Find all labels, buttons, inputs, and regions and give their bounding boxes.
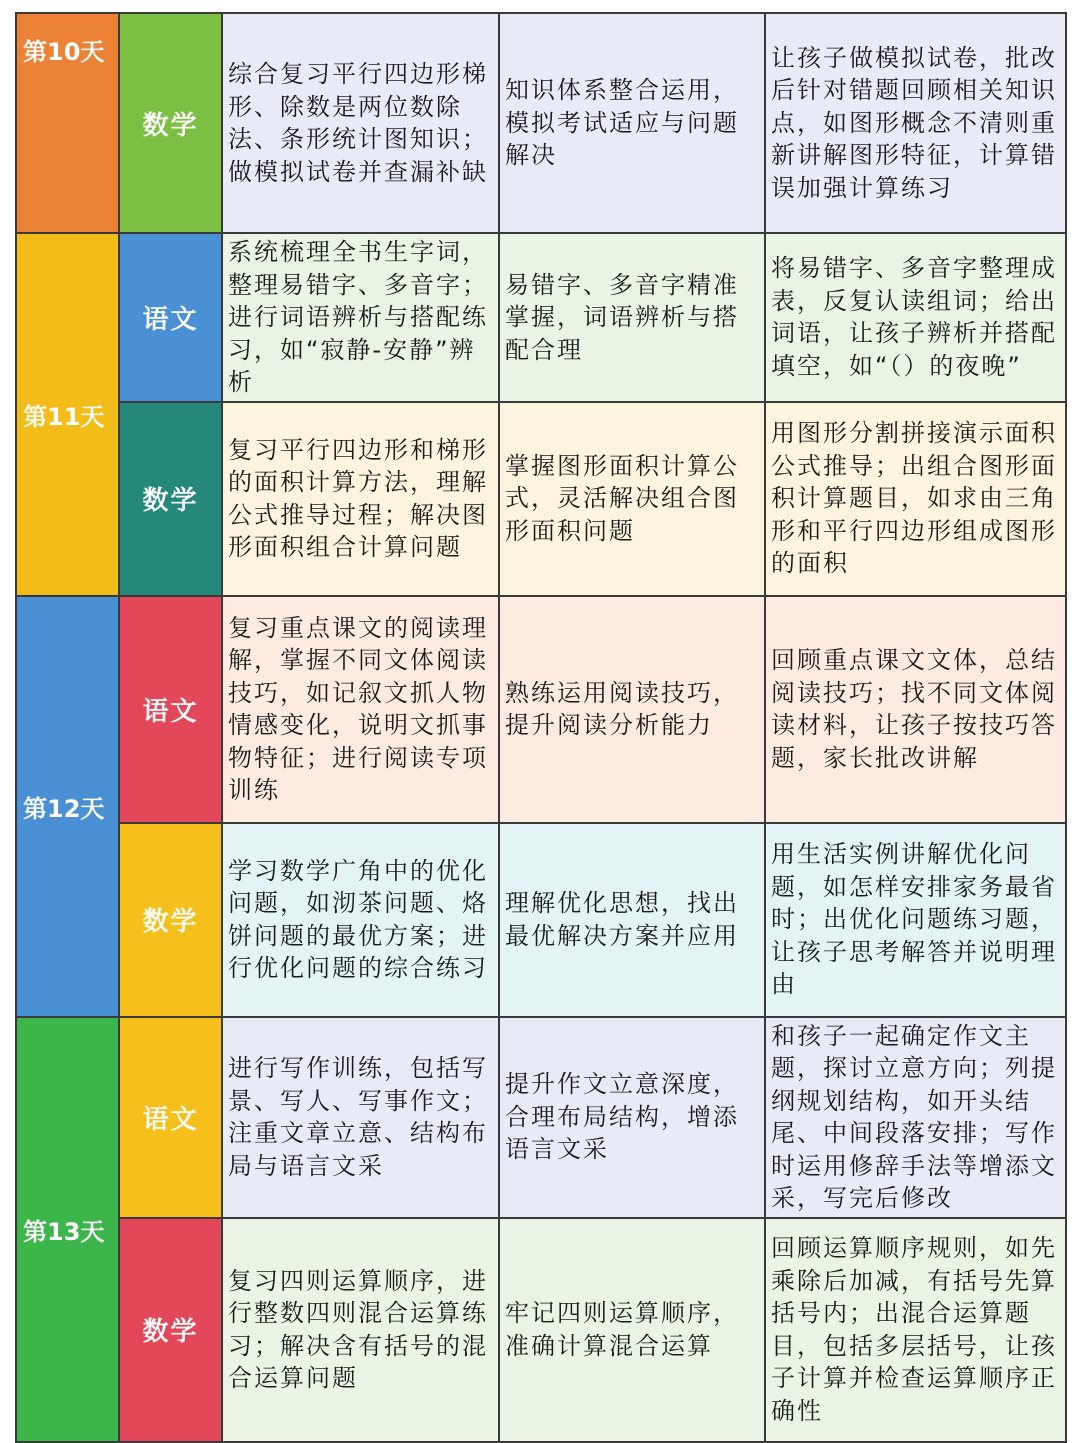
subject-label: 语文: [119, 233, 222, 402]
goal-cell: 易错字、多音字精准掌握，词语辨析与搭配合理: [499, 233, 765, 402]
method-cell: 回顾运算顺序规则，如先乘除后加减，有括号先算括号内；出混合运算题目，包括多层括号，让孩子计算并检查运算顺序正确性: [765, 1218, 1066, 1442]
day-label: 第11天: [16, 233, 119, 596]
method-cell: 用生活实例讲解优化问题，如怎样安排家务最省时；出优化问题练习题，让孩子思考解答并说明理由: [765, 823, 1066, 1017]
method-cell: 让孩子做模拟试卷，批改后针对错题回顾相关知识点，如图形概念不清则重新讲解图形特征，计算错误加强计算练习: [765, 13, 1066, 233]
goal-cell: 掌握图形面积计算公式，灵活解决组合图形面积问题: [499, 402, 765, 596]
table-row: [16, 233, 1066, 402]
content-cell: 学习数学广角中的优化问题，如沏茶问题、烙饼问题的最优方案；进行优化问题的综合练习: [222, 823, 499, 1017]
day-label: 第13天: [16, 1017, 119, 1442]
method-cell: 和孩子一起确定作文主题，探讨立意方向；列提纲规划结构，如开头结尾、中间段落安排；写作时运用修辞手法等增添文采，写完后修改: [765, 1017, 1066, 1218]
method-cell: 将易错字、多音字整理成表，反复认读组词；给出词语，让孩子辨析并搭配填空，如“（）的夜晚”: [765, 233, 1066, 402]
goal-cell: 理解优化思想，找出最优解决方案并应用: [499, 823, 765, 1017]
study-plan-table: [15, 12, 1067, 1443]
goal-cell: 知识体系整合运用，模拟考试适应与问题解决: [499, 13, 765, 233]
content-cell: 进行写作训练，包括写景、写人、写事作文；注重文章立意、结构布局与语言文采: [222, 1017, 499, 1218]
content-cell: 复习重点课文的阅读理解，掌握不同文体阅读技巧，如记叙文抓人物情感变化，说明文抓事物特征；进行阅读专项训练: [222, 596, 499, 823]
subject-label: 数学: [119, 1218, 222, 1442]
content-cell: 复习平行四边形和梯形的面积计算方法，理解公式推导过程；解决图形面积组合计算问题: [222, 402, 499, 596]
method-cell: 用图形分割拼接演示面积公式推导；出组合图形面积计算题目，如求由三角形和平行四边形组成图形的面积: [765, 402, 1066, 596]
table-row: [16, 402, 1066, 596]
content-cell: 复习四则运算顺序，进行整数四则混合运算练习；解决含有括号的混合运算问题: [222, 1218, 499, 1442]
day-label: 第10天: [16, 13, 119, 233]
table-row: [16, 596, 1066, 823]
goal-cell: 提升作文立意深度，合理布局结构，增添语言文采: [499, 1017, 765, 1218]
day-label: 第12天: [16, 596, 119, 1017]
table-row: [16, 1218, 1066, 1442]
table-row: [16, 823, 1066, 1017]
goal-cell: 熟练运用阅读技巧，提升阅读分析能力: [499, 596, 765, 823]
subject-label: 数学: [119, 823, 222, 1017]
table-row: [16, 13, 1066, 233]
table-row: [16, 1017, 1066, 1218]
subject-label: 数学: [119, 13, 222, 233]
subject-label: 语文: [119, 1017, 222, 1218]
content-cell: 综合复习平行四边形梯形、除数是两位数除法、条形统计图知识；做模拟试卷并查漏补缺: [222, 13, 499, 233]
subject-label: 语文: [119, 596, 222, 823]
subject-label: 数学: [119, 402, 222, 596]
goal-cell: 牢记四则运算顺序，准确计算混合运算: [499, 1218, 765, 1442]
method-cell: 回顾重点课文文体，总结阅读技巧；找不同文体阅读材料，让孩子按技巧答题，家长批改讲解: [765, 596, 1066, 823]
content-cell: 系统梳理全书生字词，整理易错字、多音字；进行词语辨析与搭配练习，如“寂静-安静”辨析: [222, 233, 499, 402]
